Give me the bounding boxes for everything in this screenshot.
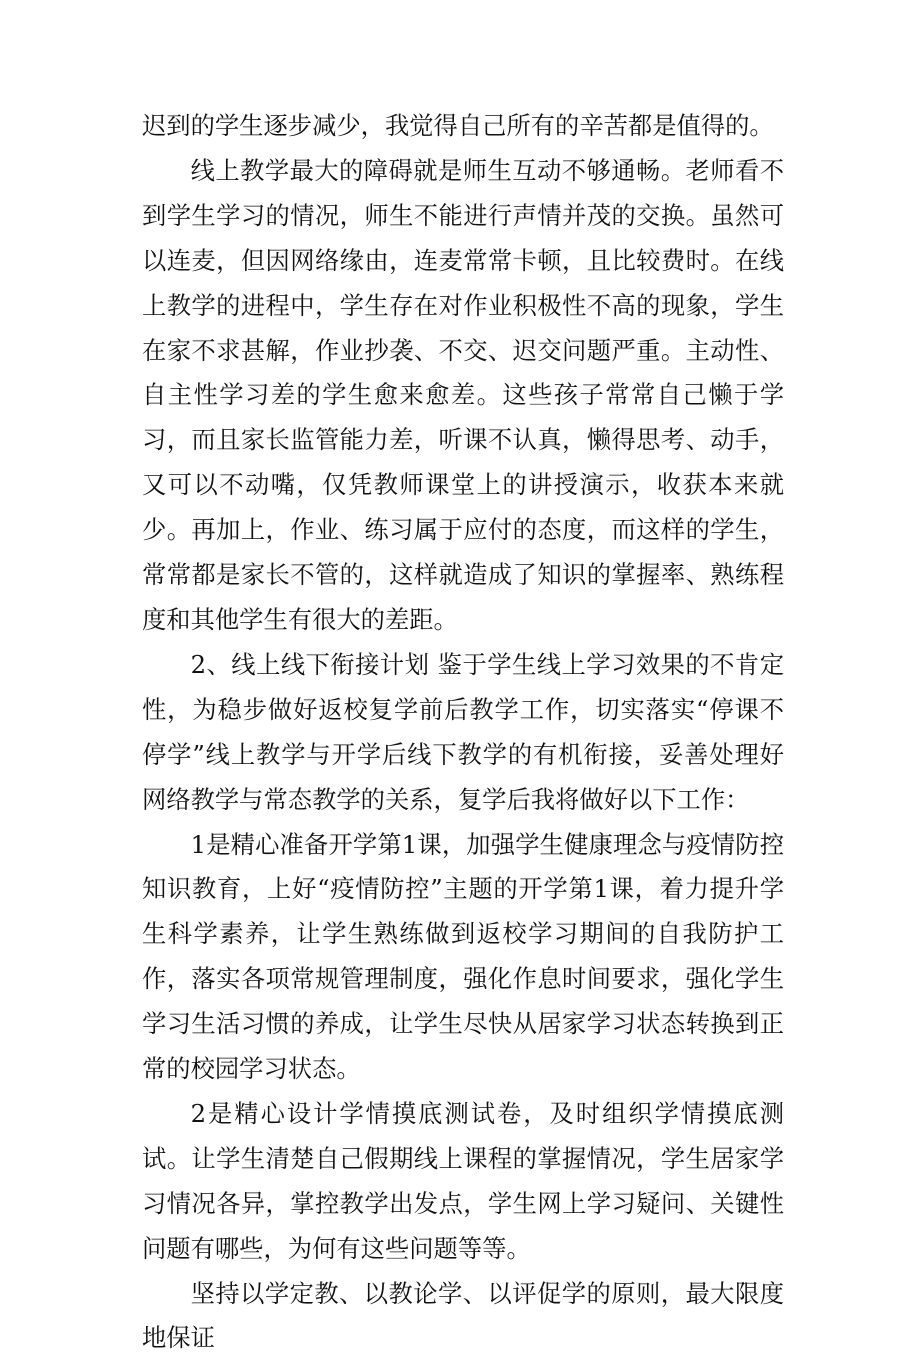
document-body <box>142 104 784 1361</box>
paragraph: 2是精心设计学情摸底测试卷，及时组织学情摸底测试。让学生清楚自己假期线上课程的掌握情况，学生居家学习情况各异，掌控教学出发点，学生网上学习疑问、关键性问题有哪些，为何有这些问题等等。 <box>142 1098 784 1263</box>
paragraph: 线上教学最大的障碍就是师生互动不够通畅。老师看不到学生学习的情况，师生不能进行声情并茂的交换。虽然可以连麦，但因网络缘由，连麦常常卡顿，且比较费时。在线上教学的进程中，学生存在对作业积极性不高的现象，学生在家不求甚解，作业抄袭、不交、迟交问题严重。主动性、自主性学习差的学生愈来愈差。这些孩子常常自己懒于学习，而且家长监管能力差，听课不认真，懒得思考、动手，又可以不动嘴，仅凭教师课堂上的讲授演示，收获本来就少。再加上，作业、练习属于应付的态度，而这样的学生，常常都是家长不管的，这样就造成了知识的掌握率、熟练程度和其他学生有很大的差距。 <box>142 155 784 634</box>
paragraph: 迟到的学生逐步减少，我觉得自己所有的辛苦都是值得的。 <box>142 111 774 140</box>
paragraph: 1是精心准备开学第1课，加强学生健康理念与疫情防控知识教育，上好“疫情防控”主题的开学第1课，着力提升学生科学素养，让学生熟练做到返校学习期间的自我防护工作，落实各项常规管理制度，强化作息时间要求，强化学生学习生活习惯的养成，让学生尽快从居家学习状态转换到正常的校园学习状态。 <box>142 829 784 1084</box>
paragraph: 2、线上线下衔接计划 鉴于学生线上学习效果的不肯定性，为稳步做好返校复学前后教学工作，切实落实“停课不停学”线上教学与开学后线下教学的有机衔接，妥善处理好网络教学与常态教学的关系，复学后我将做好以下工作： <box>142 649 784 814</box>
paragraph: 坚持以学定教、以教论学、以评促学的原则，最大限度地保证 <box>142 1278 784 1353</box>
